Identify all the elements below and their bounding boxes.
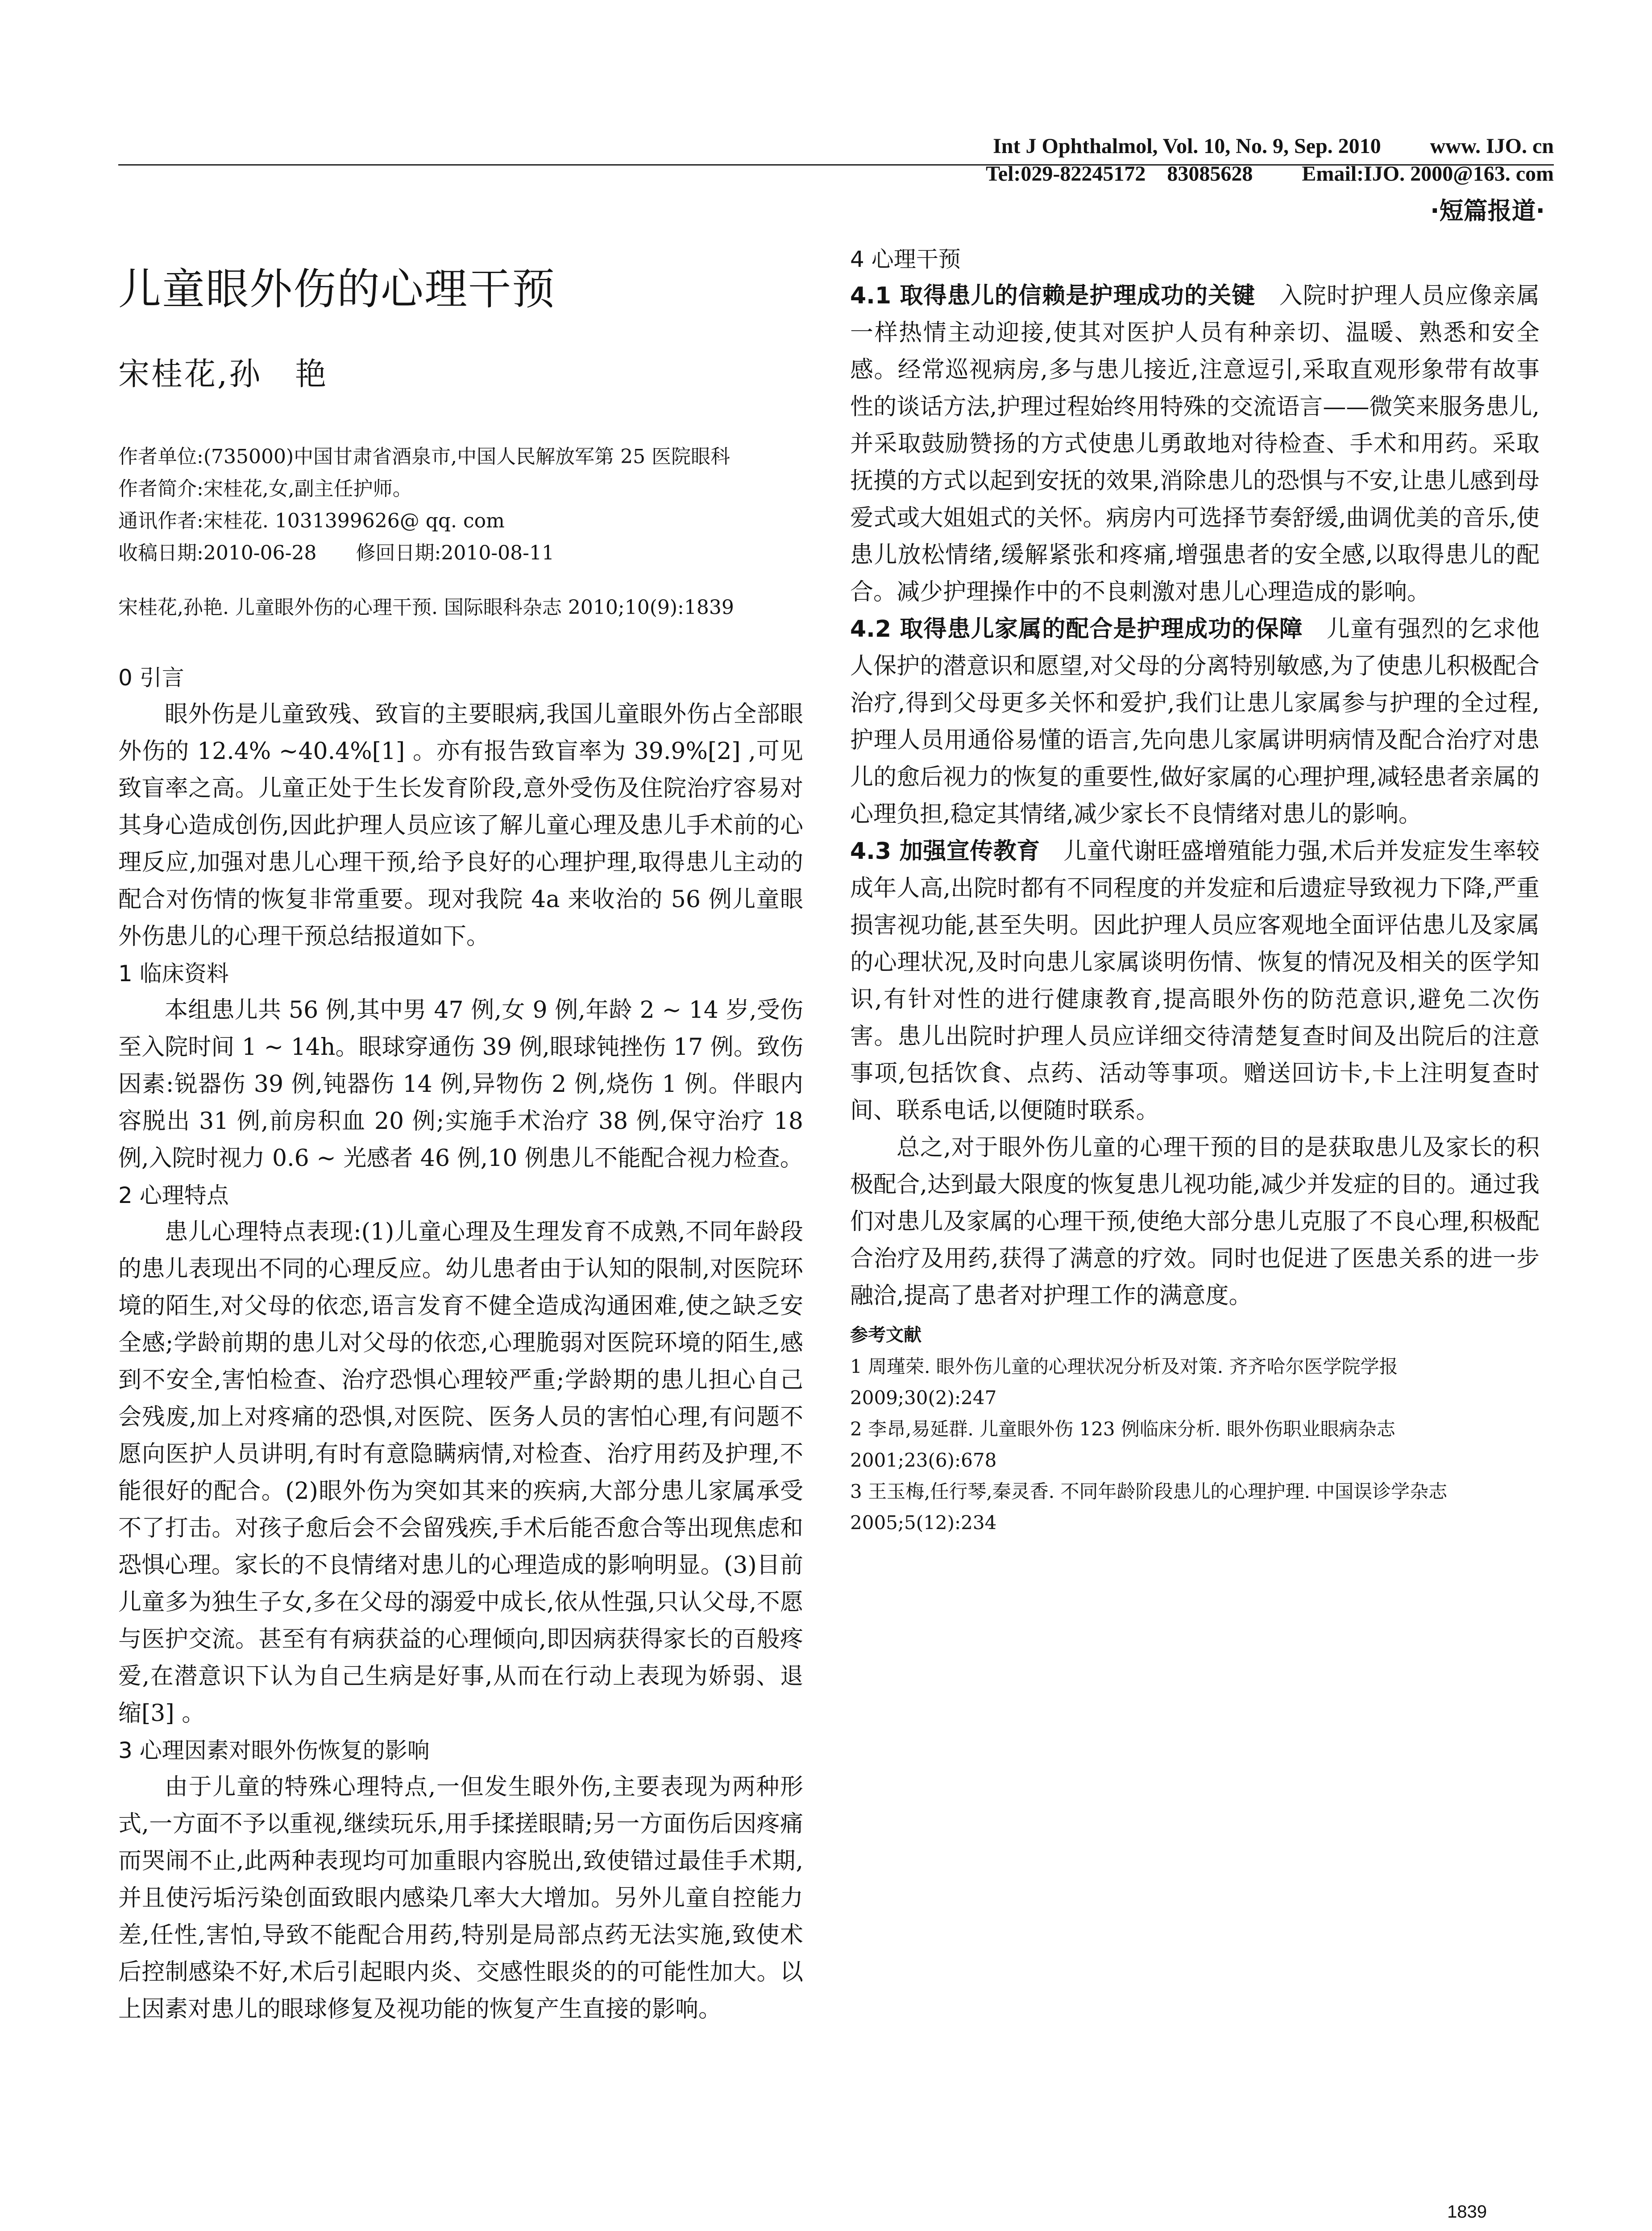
article-body-left — [118, 659, 803, 2028]
body-paragraph: 由于儿童的特殊心理特点,一但发生眼外伤,主要表现为两种形式,一方面不予以重视,继续玩乐,用手揉搓眼睛;另一方面伤后因疼痛而哭闹不止,此两种表现均可加重眼内容脱出,致使错过最佳手术期,并且使污垢污染创面致眼内感染几率大大增加。另外儿童自控能力差,任性,害怕,导致不能配合用药,特别是局部点药无法实施,致使术后控制感染不好,术后引起眼内炎、交感性眼炎的的可能性加大。以上因素对患儿的眼球修复及视功能的恢复产生直接的影响。 — [118, 1774, 803, 2023]
section-heading-introduction: 0 引言 — [118, 665, 184, 691]
section-heading-clinical-data: 1 临床资料 — [118, 961, 229, 987]
article-title: 儿童眼外伤的心理干预 — [118, 264, 556, 314]
section-heading-psychological-impact: 3 心理因素对眼外伤恢复的影响 — [118, 1738, 430, 1763]
author-affiliation: 作者单位:(735000)中国甘肃省酒泉市,中国人民解放军第 25 医院眼科 — [118, 445, 731, 468]
author-bio: 作者简介:宋桂花,女,副主任护师。 — [118, 477, 412, 500]
reference-item: 1 周瑾荣. 眼外伤儿童的心理状况分析及对策. 齐齐哈尔医学院学报 2009;30(2):247 — [850, 1356, 1398, 1409]
subsection-heading-trust: 4.1 取得患儿的信赖是护理成功的关键 — [850, 282, 1256, 309]
body-paragraph — [850, 278, 1540, 611]
section-heading-intervention: 4 心理干预 — [850, 246, 961, 272]
body-paragraph-conclusion: 总之,对于眼外伤儿童的心理干预的目的是获取患儿及家长的积极配合,达到最大限度的恢复患儿视功能,减少并发症的目的。通过我们对患儿及家属的心理干预,使绝大部分患儿克服了不良心理,积极配合治疗及用药,获得了满意的疗效。同时也促进了医患关系的进一步融洽,提高了患者对护理工作的满意度。 — [850, 1134, 1540, 1309]
body-paragraph — [850, 833, 1540, 1129]
page-number: 1839 — [1447, 2202, 1487, 2222]
body-paragraph — [850, 611, 1540, 833]
section-tag: ·短篇报道· — [1430, 197, 1545, 225]
running-header-line-2 — [975, 134, 1554, 187]
section-heading-psychological-features: 2 心理特点 — [118, 1182, 229, 1208]
subsection-text: 入院时护理人员应像亲属一样热情主动迎接,使其对医护人员有种亲切、温暖、熟悉和安全感。经常巡视病房,多与患儿接近,注意逗引,采取直观形象带有故事性的谈话方法,护理过程始终用特殊的交流语言——微笑来服务患儿,并采取鼓励赞扬的方式使患儿勇敢地对待检查、手术和用药。采取抚摸的方式以起到安抚的效果,消除患儿的恐惧与不安,让患儿感到母爱式或大姐姐式的关怀。病房内可选择节奏舒缓,曲调优美的音乐,使患儿放松情绪,缓解紧张和疼痛,增强患者的安全感,以取得患儿的配合。减少护理操作中的不良刺激对患儿心理造成的影响。 — [850, 282, 1540, 605]
subsection-heading-education: 4.3 加强宣传教育 — [850, 838, 1040, 865]
references-heading: 参考文献 — [850, 1325, 921, 1345]
journal-website: www. IJO. cn — [1430, 134, 1554, 158]
received-dates: 收稿日期:2010-06-28 修回日期:2010-08-11 — [118, 542, 555, 564]
body-paragraph: 眼外伤是儿童致残、致盲的主要眼病,我国儿童眼外伤占全部眼外伤的 12.4% ~40.4%[1] 。亦有报告致盲率为 39.9%[2] ,可见致盲率之高。儿童正处于生长发育阶段,意外受伤及住院治疗容易对其身心造成创伤,因此护理人员应该了解儿童心理及患儿手术前的心理反应,加强对患儿心理干预,给予良好的心理护理,取得患儿主动的配合对伤情的恢复非常重要。现对我院 4a 来收治的 56 例儿童眼外伤患儿的心理干预总结报道如下。 — [118, 701, 803, 950]
header-rule — [118, 164, 1554, 166]
journal-telephone: Tel:029-82245172 83085628 — [986, 162, 1253, 186]
reference-item: 2 李昂,易延群. 儿童眼外伤 123 例临床分析. 眼外伤职业眼病杂志 2001;23(6):678 — [850, 1418, 1395, 1471]
reference-item: 3 王玉梅,任行琴,秦灵香. 不同年龄阶段患儿的心理护理. 中国误诊学杂志 2005;5(12):234 — [850, 1480, 1448, 1534]
journal-citation: Int J Ophthalmol, Vol. 10, No. 9, Sep. 2010 — [993, 134, 1381, 158]
subsection-text: 儿童有强烈的乞求他人保护的潜意识和愿望,对父母的分离特别敏感,为了使患儿积极配合治疗,得到父母更多关怀和爱护,我们让患儿家属参与护理的全过程,护理人员用通俗易懂的语言,先向患儿家属讲明病情及配合治疗对患儿的愈后视力的恢复的重要性,做好家属的心理护理,减轻患者亲属的心理负担,稳定其情绪,减少家长不良情绪对患儿的影响。 — [850, 616, 1540, 828]
body-paragraph: 患儿心理特点表现:(1)儿童心理及生理发育不成熟,不同年龄段的患儿表现出不同的心理反应。幼儿患者由于认知的限制,对医院环境的陌生,对父母的依恋,语言发育不健全造成沟通困难,使之缺乏安全感;学龄前期的患儿对父母的依恋,心理脆弱对医院环境的陌生,感到不安全,害怕检查、治疗恐惧心理较严重;学龄期的患儿担心自己会残废,加上对疼痛的恐惧,对医院、医务人员的害怕心理,有问题不愿向医护人员讲明,有时有意隐瞒病情,对检查、治疗用药及护理,不能很好的配合。(2)眼外伤为突如其来的疾病,大部分患儿家属承受不了打击。对孩子愈后会不会留残疾,手术后能否愈合等出现焦虑和恐惧心理。家长的不良情绪对患儿的心理造成的影响明显。(3)目前儿童多为独生子女,多在父母的溺爱中成长,依从性强,只认父母,不愿与医护交流。甚至有有病获益的心理倾向,即因病获得家长的百般疼爱,在潜意识下认为自己生病是好事,从而在行动上表现为娇弱、退缩[3] 。 — [118, 1219, 803, 1727]
right-column — [850, 241, 1540, 1538]
journal-email: Email:IJO. 2000@163. com — [1302, 162, 1554, 186]
article-authors: 宋桂花,孙 艳 — [118, 356, 328, 392]
subsection-text: 儿童代谢旺盛增殖能力强,术后并发症发生率较成年人高,出院时都有不同程度的并发症和后遗症导致视力下降,严重损害视功能,甚至失明。因此护理人员应客观地全面评估患儿及家属的心理状况,及时向患儿家属谈明伤情、恢复的情况及相关的医学知识,有针对性的进行健康教育,提高眼外伤的防范意识,避免二次伤害。患儿出院时护理人员应详细交待清楚复查时间及出院后的注意事项,包括饮食、点药、活动等事项。赠送回访卡,卡上注明复查时间、联系电话,以便随时联系。 — [850, 838, 1540, 1124]
corresponding-author: 通讯作者:宋桂花. 1031399626@ qq. com — [118, 510, 505, 532]
author-info — [118, 441, 803, 569]
body-paragraph: 本组患儿共 56 例,其中男 47 例,女 9 例,年龄 2 ~ 14 岁,受伤至入院时间 1 ~ 14h。眼球穿通伤 39 例,眼球钝挫伤 17 例。致伤因素:锐器伤 39 例,钝器伤 14 例,异物伤 2 例,烧伤 1 例。伴眼内容脱出 31 例,前房积血 20 例;实施手术治疗 38 例,保守治疗 18 例,入院时视力 0.6 ~ 光感者 46 例,10 例患儿不能配合视力检查。 — [118, 997, 803, 1172]
subsection-heading-family: 4.2 取得患儿家属的配合是护理成功的保障 — [850, 616, 1303, 643]
citation-line: 宋桂花,孙艳. 儿童眼外伤的心理干预. 国际眼科杂志 2010;10(9):1839 — [118, 596, 734, 619]
left-column — [118, 262, 803, 2028]
